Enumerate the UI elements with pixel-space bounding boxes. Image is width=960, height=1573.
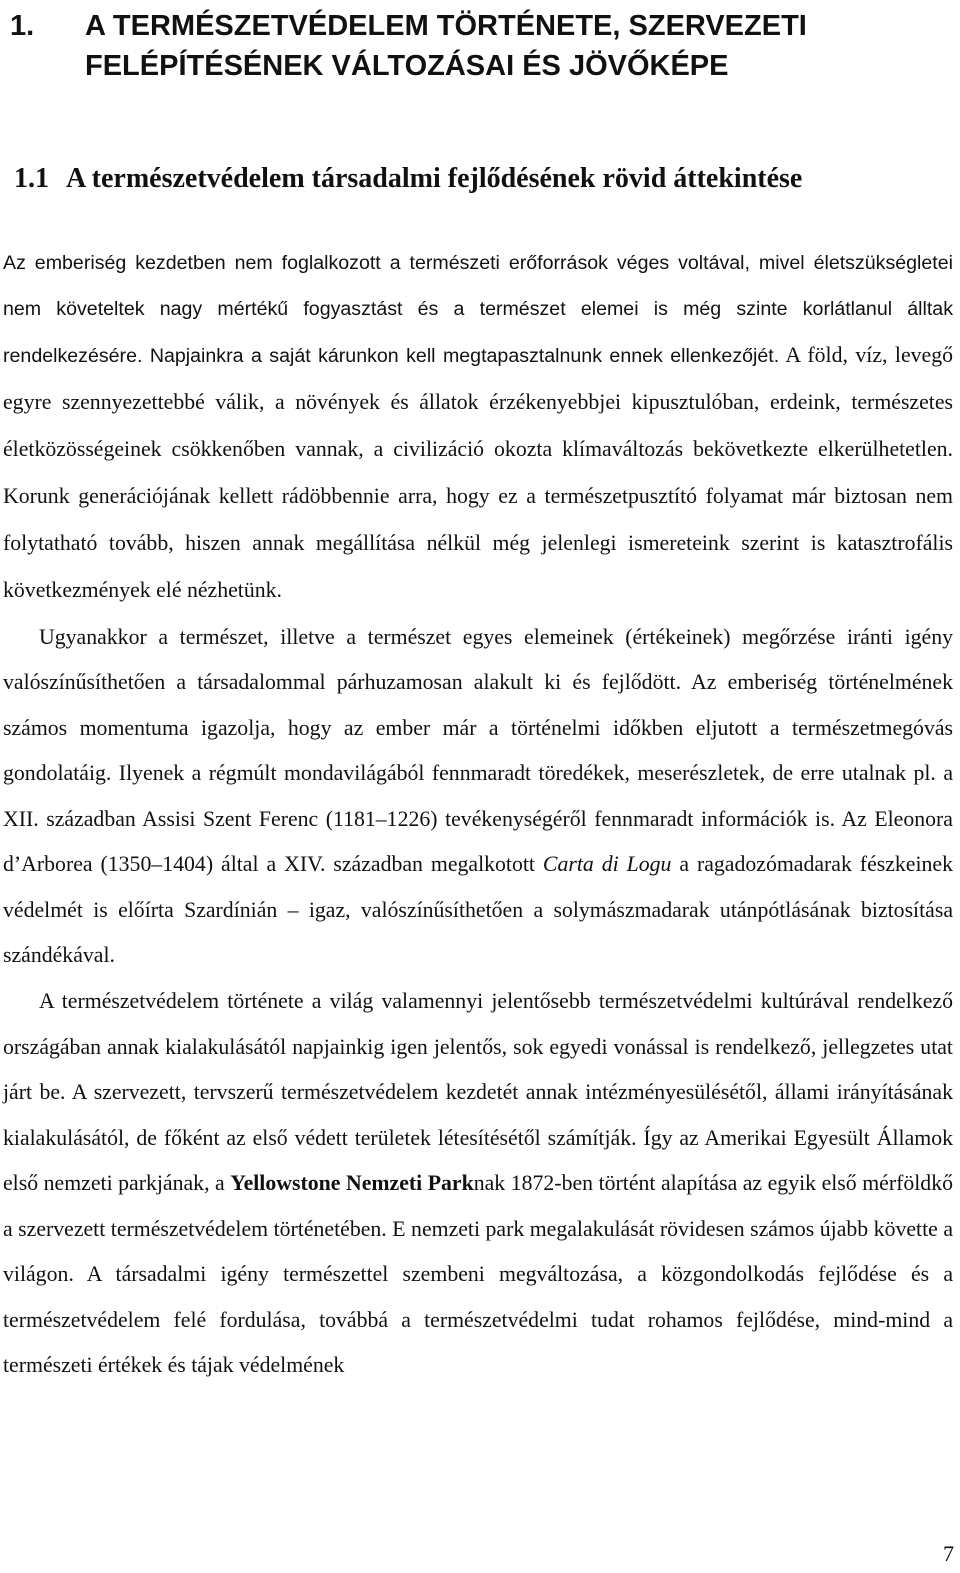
paragraph-2	[3, 615, 953, 979]
paragraph-2-text-2: a ragadozómadarak fészkeinek védelmét is előírta Szardínián – igaz, valószínűsíthetően a solymászmadarak utánpótlásának biztosítása szándékával.	[3, 852, 954, 967]
body-text	[3, 240, 953, 1389]
paragraph-1-sans-text: Az emberiség kezdetben nem foglalkozott a természeti erőforrások véges voltával, mivel életszükségletei nem követeltek nagy mértékű fogyasztást és a természet elemei is még szinte korlátlanul álltak rendelkezésére. Napjainkra a saját kárunkon kell megtapasztalnunk ennek ellenkezőjét.	[3, 252, 953, 367]
chapter-title-line-1: A TERMÉSZETVÉDELEM TÖRTÉNETE, SZERVEZETI	[85, 10, 807, 42]
paragraph-2-italic-title: Carta di Logu	[542, 852, 672, 876]
chapter-title	[10, 6, 955, 86]
paragraph-3-bold-name: Yellowstone Nemzeti Park	[230, 1171, 474, 1195]
paragraph-2-text-1: Ugyanakkor a természet, illetve a természet egyes elemeinek (értékeinek) megőrzése iránti igény valószínűsíthetően a társadalommal párhuzamosan alakult ki és fejlődött. Az emberiség történelmének számos momentuma igazolja, hogy az ember már a történelmi időkben eljutott a természetmegóvás gondolatáig. Ilyenek a régmúlt mondavilágából fennmaradt töredékek, meserészletek, de erre utalnak pl. a XII. században Assisi Szent Ferenc (1181–1226) tevékenységéről fennmaradt információk is. Az Eleonora d’Arborea (1350–1404) által a XIV. században megalkotott	[3, 624, 953, 876]
paragraph-3-text-2: nak 1872-ben történt alapítása az egyik első mérföldkő a szervezett természetvédelem történetében. E nemzeti park megalakulását rövidesen számos újabb követte a világon. A társadalmi igény természettel szembeni megváltozása, a közgondolkodás fejlődése és a természetvédelem felé fordulása, továbbá a természetvédelmi tudat rohamos fejlődése, mind-mind a természeti értékek és tájak védelmének	[3, 1171, 954, 1377]
section-title	[14, 161, 954, 197]
paragraph-1-serif-text: A föld, víz, levegő egyre szennyezettebbé válik, a növények és állatok érzékenyebbjei kipusztulóban, erdeink, természetes életközösségeinek csökkenőben vannak, a civilizáció okozta klímaváltozás bekövetkezte elkerülhetetlen. Korunk generációjának kellett rádöbbennie arra, hogy ez a természetpusztító folyamat már biztosan nem folytatható tovább, hiszen annak megállítása nélkül még jelenlegi ismereteink szerint is katasztrofális következmények elé nézhetünk.	[3, 343, 953, 602]
section-title-text: A természetvédelem társadalmi fejlődésének rövid áttekintése	[66, 163, 803, 194]
paragraph-1	[3, 240, 953, 614]
paragraph-3-text-1: A természetvédelem története a világ valamennyi jelentősebb természetvédelmi kultúrával rendelkező országában annak kialakulásától napjainkig igen jelentős, sok egyedi vonással is rendelkező, jellegzetes utat járt be. A szervezett, tervszerű természetvédelem kezdetét annak intézményesülésétől, állami irányításának kialakulásától, de főként az első védett területek létesítésétől számítják. Így az Amerikai Egyesült Államok első nemzeti parkjának, a	[3, 989, 953, 1195]
chapter-title-line-2: FELÉPÍTÉSÉNEK VÁLTOZÁSAI ÉS JÖVŐKÉPE	[85, 50, 729, 82]
paragraph-3	[3, 979, 953, 1389]
chapter-number: 1.	[10, 10, 35, 42]
page-number: 7	[943, 1541, 954, 1566]
section-number: 1.1	[14, 163, 49, 194]
